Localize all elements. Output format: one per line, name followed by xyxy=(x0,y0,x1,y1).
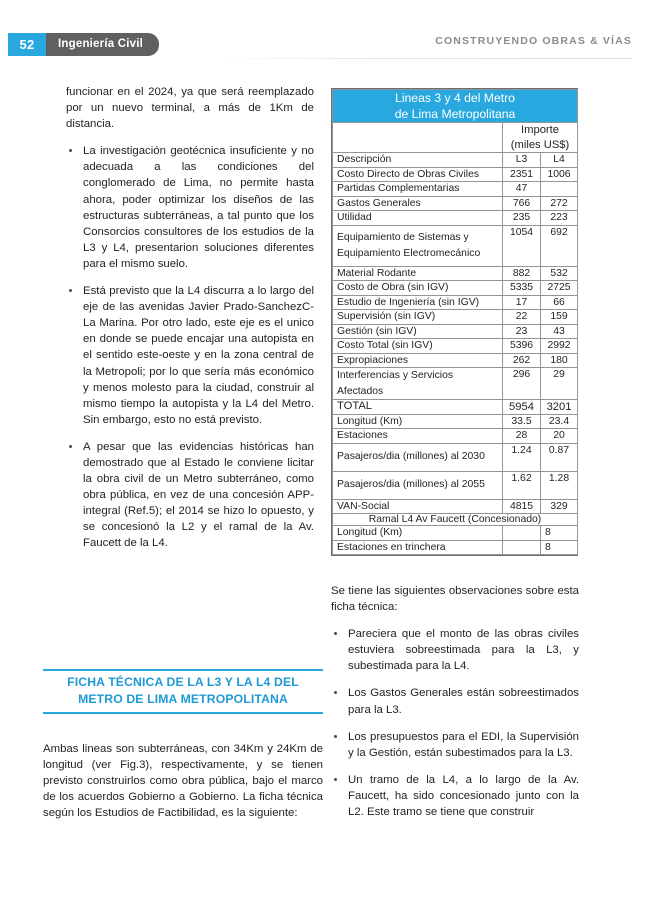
row-label: Estaciones xyxy=(333,429,503,444)
row-value-l3: 5335 xyxy=(503,281,541,296)
list-item xyxy=(66,283,314,428)
row-value-l3: 766 xyxy=(503,196,541,211)
row-label: Partidas Complementarias xyxy=(333,182,503,197)
section-heading-line-1: FICHA TÉCNICA DE LA L3 Y LA L4 DEL xyxy=(67,675,299,689)
row-value-l4: 159 xyxy=(541,310,578,325)
table-title-cell xyxy=(333,90,578,123)
importe-units: (miles US$) xyxy=(510,138,570,151)
table-row xyxy=(333,443,578,471)
list-item-text: Está previsto que la L4 discurra a lo largo del eje de las avenidas Javier Prado-SanchezC-La Marina. Por otro lado, este eje es el unico en donde se puede encajar una autopista en el sentido este-oeste y en la zona central de la Metropoli; por lo que sería más económico y menos molesto para la ciudad, construir al mismo tiempo la autopista y la L4 del Metro. Sin embargo, esto no está previsto. xyxy=(83,285,314,426)
total-value-l3: 5954 xyxy=(503,400,541,415)
column-header-descripcion: Descripción xyxy=(333,153,503,168)
table-title-row xyxy=(333,90,578,123)
table-row xyxy=(333,182,578,197)
table-row xyxy=(333,471,578,499)
row-value-l3: 28 xyxy=(503,429,541,444)
bullet-dot-icon xyxy=(69,445,72,448)
importe-label: Importe xyxy=(521,124,559,136)
row-value-l3: 1054 xyxy=(503,225,541,266)
row-label: VAN-Social xyxy=(333,499,503,514)
table-row xyxy=(333,353,578,368)
row-label: Longitud (Km) xyxy=(333,526,503,541)
empty-cell xyxy=(333,123,503,153)
row-value-l4: 29 xyxy=(541,368,578,400)
row-value-l4: 2725 xyxy=(541,281,578,296)
left-bullet-list xyxy=(66,143,314,551)
row-label: Expropiaciones xyxy=(333,353,503,368)
bullet-dot-icon xyxy=(334,735,337,738)
row-label: Equipamiento de Sistemas y Equipamiento Electromecánico xyxy=(333,225,503,266)
ficha-tecnica-table xyxy=(331,88,578,556)
row-value-l4: 8 xyxy=(541,540,578,555)
table-row xyxy=(333,196,578,211)
row-label: Gastos Generales xyxy=(333,196,503,211)
row-label: Costo Total (sin IGV) xyxy=(333,339,503,354)
table-title-line-1: Lineas 3 y 4 del Metro xyxy=(395,91,515,105)
row-value-l3: 1.62 xyxy=(503,471,541,499)
list-item-text: Los presupuestos para el EDI, la Supervisión y la Gestión, están subestimados para la L3. xyxy=(348,730,579,759)
row-value-l3: 33.5 xyxy=(503,414,541,429)
row-value-l4: 272 xyxy=(541,196,578,211)
column-header-l4: L4 xyxy=(541,153,578,168)
importe-header-cell xyxy=(503,123,578,153)
section-tab-label: Ingeniería Civil xyxy=(46,33,159,56)
column-header-l3: L3 xyxy=(503,153,541,168)
total-label: TOTAL xyxy=(333,400,503,415)
bullet-dot-icon xyxy=(334,778,337,781)
metro-lines-table xyxy=(332,89,578,555)
bullet-dot-icon xyxy=(334,691,337,694)
row-value-l4: 23.4 xyxy=(541,414,578,429)
table-importe-row xyxy=(333,123,578,153)
bullet-dot-icon xyxy=(69,289,72,292)
table-row xyxy=(333,499,578,514)
table-row xyxy=(333,414,578,429)
bullet-dot-icon xyxy=(69,149,72,152)
left-text-column xyxy=(66,84,314,552)
row-value-l4: 223 xyxy=(541,211,578,226)
row-value-l3: 2351 xyxy=(503,167,541,182)
ficha-intro-text: Ambas lineas son subterráneas, con 34Km y 24Km de longitud (ver Fig.3), respectivamente, y se tienen previsto construirlos como obra pública, bajo el marco de los acuerdos Gobierno a Gobierno. La ficha técnica según los Estudios de Factibilidad, es la siguiente: xyxy=(43,743,323,820)
publication-title: CONSTRUYENDO OBRAS & VÍAS xyxy=(435,35,632,47)
row-value-l3: 1.24 xyxy=(503,443,541,471)
table-row xyxy=(333,526,578,541)
table-row xyxy=(333,281,578,296)
row-label: Pasajeros/dia (millones) al 2055 xyxy=(333,471,503,499)
row-value-l4: 1.28 xyxy=(541,471,578,499)
section-heading-line-2: METRO DE LIMA METROPOLITANA xyxy=(78,692,288,706)
table-row xyxy=(333,225,578,266)
list-item xyxy=(331,729,579,761)
row-value-l4: 20 xyxy=(541,429,578,444)
section-heading xyxy=(43,669,323,714)
row-label: Interferencias y Servicios Afectados xyxy=(333,368,503,400)
table-row xyxy=(333,368,578,400)
table-row xyxy=(333,429,578,444)
ramal-header-label: Ramal L4 Av Faucett (Concesionado) xyxy=(333,514,578,526)
list-item xyxy=(66,439,314,552)
row-value-l3: 22 xyxy=(503,310,541,325)
table-row xyxy=(333,167,578,182)
bullet-dot-icon xyxy=(334,632,337,635)
row-value-l3: 47 xyxy=(503,182,541,197)
table-row xyxy=(333,310,578,325)
observations-intro: Se tiene las siguientes observaciones sobre esta ficha técnica: xyxy=(331,585,579,614)
row-value-l4: 692 xyxy=(541,225,578,266)
table-column-header-row xyxy=(333,153,578,168)
row-label: Pasajeros/dia (millones) al 2030 xyxy=(333,443,503,471)
row-value-l4: 66 xyxy=(541,295,578,310)
table-row xyxy=(333,339,578,354)
total-value-l4: 3201 xyxy=(541,400,578,415)
row-value-l3: 296 xyxy=(503,368,541,400)
row-label: Gestión (sin IGV) xyxy=(333,324,503,339)
table-total-row xyxy=(333,400,578,415)
list-item-text: A pesar que las evidencias históricas han demostrado que al Estado le conviene licitar la obra civil de un Metro subterráneo, como obra pública, en vez de una concesión APP-integral (Ref.5); el 2014 se hizo lo opuesto, y se concesionó la L2 y el ramal de la Av. Faucett de la L4. xyxy=(83,440,314,550)
list-item-text: Los Gastos Generales están sobreestimados para la L3. xyxy=(348,687,579,716)
row-value-l4: 1006 xyxy=(541,167,578,182)
page-number-badge: 52 xyxy=(8,33,46,56)
list-item xyxy=(66,143,314,272)
right-text-column xyxy=(331,583,579,820)
heading-rule-bottom xyxy=(43,712,323,714)
list-item-text: Un tramo de la L4, a lo largo de la Av. Faucett, ha sido concesionado junto con la L2. Este tramo se tiene que construir xyxy=(348,773,579,819)
table-row xyxy=(333,324,578,339)
list-item xyxy=(331,626,579,674)
row-label: Supervisión (sin IGV) xyxy=(333,310,503,325)
row-label: Longitud (Km) xyxy=(333,414,503,429)
row-label: Estudio de Ingeniería (sin IGV) xyxy=(333,295,503,310)
row-value-l4: 329 xyxy=(541,499,578,514)
row-value-l4: 532 xyxy=(541,266,578,281)
right-bullet-list xyxy=(331,626,579,820)
table-row xyxy=(333,295,578,310)
row-value-l3: 882 xyxy=(503,266,541,281)
row-label: Utilidad xyxy=(333,211,503,226)
table-row xyxy=(333,540,578,555)
list-item-text: Pareciera que el monto de las obras civiles estuviera sobreestimada para la L3, y subestimada para la L4. xyxy=(348,628,579,673)
table-title-line-2: de Lima Metropolitana xyxy=(394,107,516,121)
row-value-l3: 262 xyxy=(503,353,541,368)
row-value-l3: 5396 xyxy=(503,339,541,354)
table-subsection-header-row xyxy=(333,514,578,526)
continuation-paragraph: funcionar en el 2024, ya que será reemplazado por un nuevo terminal, a más de 1Km de distancia. xyxy=(66,86,314,131)
row-value-l3: 17 xyxy=(503,295,541,310)
row-value-l3 xyxy=(503,540,541,555)
row-value-l3: 235 xyxy=(503,211,541,226)
row-label: Costo de Obra (sin IGV) xyxy=(333,281,503,296)
row-label: Material Rodante xyxy=(333,266,503,281)
row-value-l4: 43 xyxy=(541,324,578,339)
table-row xyxy=(333,211,578,226)
row-label: Estaciones en trinchera xyxy=(333,540,503,555)
header-divider xyxy=(215,58,632,59)
table-row xyxy=(333,266,578,281)
row-value-l4: 180 xyxy=(541,353,578,368)
row-value-l3: 23 xyxy=(503,324,541,339)
row-value-l4 xyxy=(541,182,578,197)
page-header xyxy=(0,0,650,70)
row-value-l3 xyxy=(503,526,541,541)
row-value-l4: 0.87 xyxy=(541,443,578,471)
list-item xyxy=(331,772,579,820)
list-item xyxy=(331,685,579,717)
row-label: Costo Directo de Obras Civiles xyxy=(333,167,503,182)
row-value-l3: 4815 xyxy=(503,499,541,514)
ficha-intro-paragraph xyxy=(43,741,323,821)
section-heading-text xyxy=(43,671,323,711)
row-value-l4: 8 xyxy=(541,526,578,541)
list-item-text: La investigación geotécnica insuficiente y no adecuada a las condiciones del conglomerado de Lima, no permite hasta ahora, poder optimizar los diseños de las estructuras subterráneas, a tal punto que los Consorcios consultores de los estudios de la L3 y L4, presentarion soluciones diferentes para el mismo suelo. xyxy=(83,145,314,270)
row-value-l4: 2992 xyxy=(541,339,578,354)
